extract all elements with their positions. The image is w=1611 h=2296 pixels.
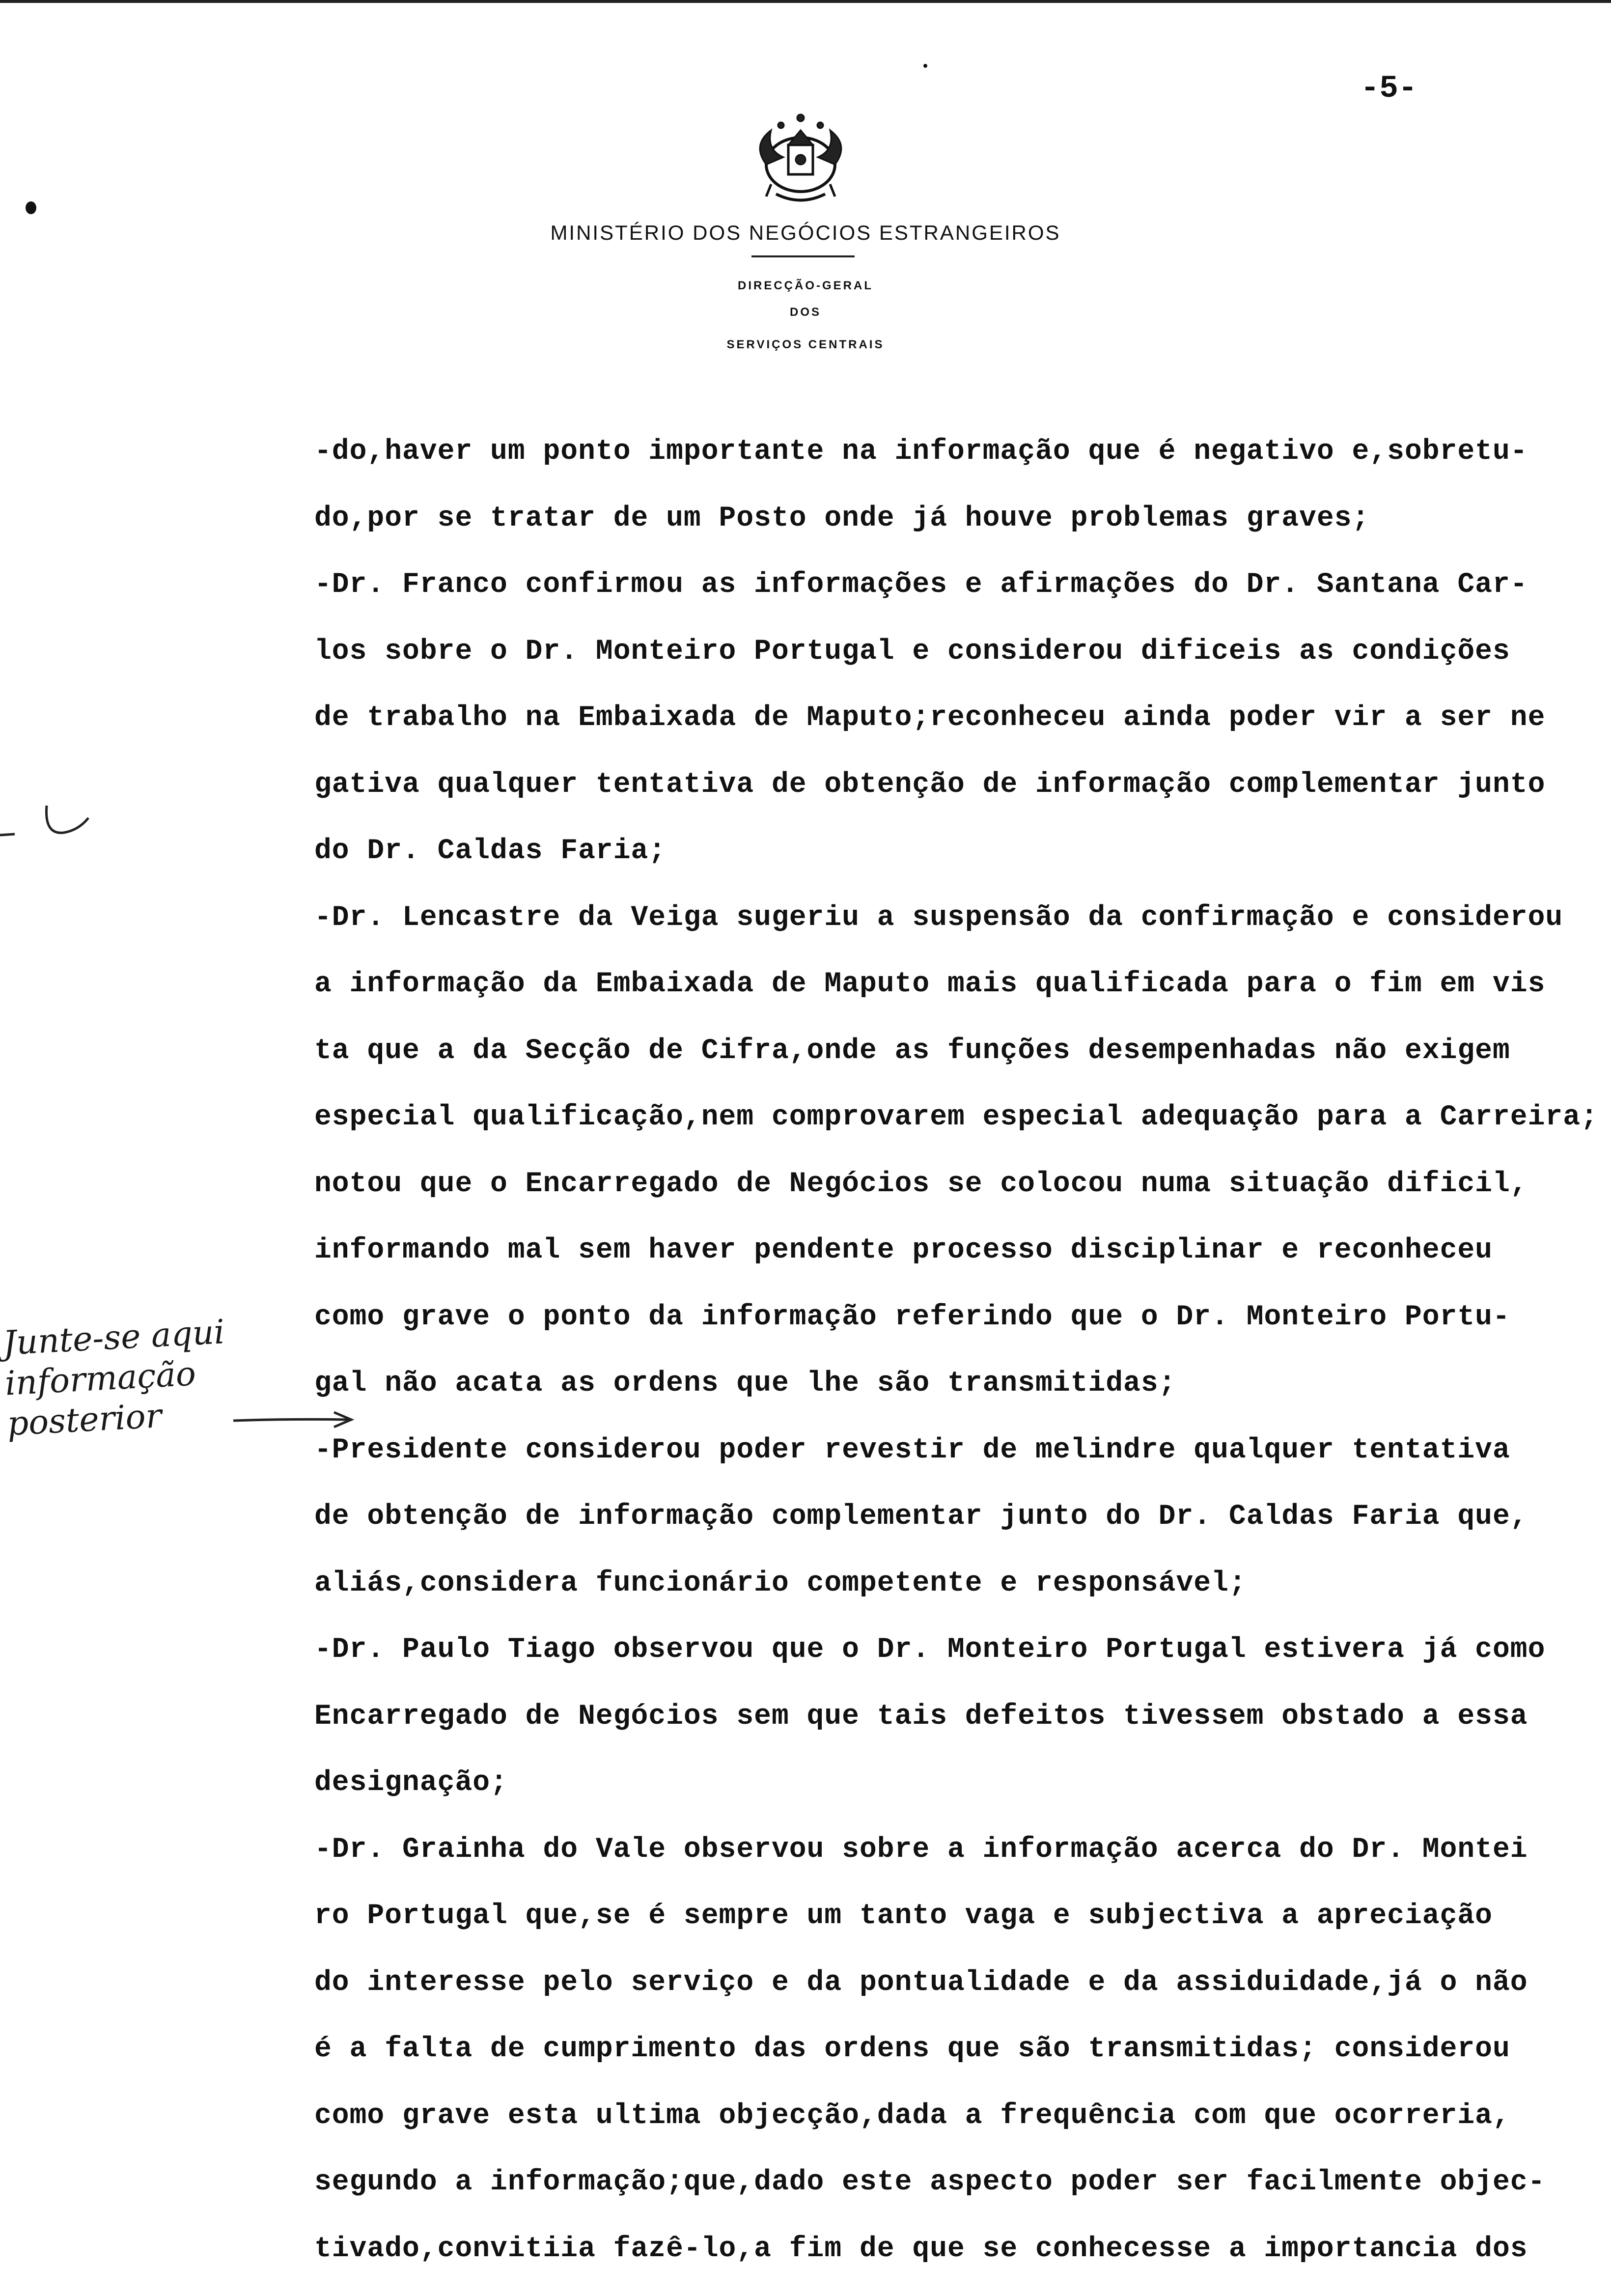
body-line: do interesse pelo serviço e da pontualidade e da assiduidade,já o não (314, 1963, 1601, 2030)
margin-note-line: informação (4, 1349, 281, 1404)
body-line: é a falta de cumprimento das ordens que são transmitidas; considerou (314, 2030, 1601, 2097)
body-line: aliás,considera funcionário competente e responsável; (314, 1564, 1601, 1631)
body-line: informando mal sem haver pendente processo disciplinar e reconheceu (314, 1231, 1601, 1298)
body-line: ta que a da Secção de Cifra,onde as funções desempenhadas não exigem (314, 1032, 1601, 1098)
body-line: a informação da Embaixada de Maputo mais qualificada para o fim em vis (314, 965, 1601, 1032)
body-line: notou que o Encarregado de Negócios se colocou numa situação dificil, (314, 1165, 1601, 1232)
coat-of-arms-emblem-icon (737, 111, 864, 209)
department-line-2: DOS (0, 306, 1611, 319)
ministry-title: MINISTÉRIO DOS NEGÓCIOS ESTRANGEIROS (0, 221, 1611, 245)
body-line: -Dr. Franco confirmou as informações e afirmações do Dr. Santana Car- (314, 565, 1601, 632)
body-line: ro Portugal que,se é sempre um tanto vaga e subjectiva a apreciação (314, 1897, 1601, 1963)
body-line: -Dr. Grainha do Vale observou sobre a informação acerca do Dr. Montei (314, 1830, 1601, 1897)
page-number: -5- (1361, 71, 1417, 107)
body-line: gativa qualquer tentativa de obtenção de informação complementar junto (314, 765, 1601, 832)
handwritten-arrow-icon (231, 1410, 359, 1429)
department-line-3: SERVIÇOS CENTRAIS (0, 338, 1611, 352)
body-line: gal não acata as ordens que lhe são transmitidas; (314, 1364, 1601, 1431)
body-line: -Dr. Paulo Tiago observou que o Dr. Monteiro Portugal estivera já como (314, 1630, 1601, 1697)
margin-dot (26, 201, 36, 214)
body-line: do Dr. Caldas Faria; (314, 832, 1601, 898)
letter-body (314, 432, 1601, 2296)
body-line: do,por se tratar de um Posto onde já houve problemas graves; (314, 499, 1601, 566)
body-line: los sobre o Dr. Monteiro Portugal e considerou dificeis as condições (314, 632, 1601, 699)
top-rule (0, 0, 1611, 3)
body-line: segundo a informação;que,dado este aspecto poder ser facilmente objec- (314, 2163, 1601, 2230)
margin-note-line: posterior (6, 1390, 283, 1444)
body-line: de obtenção de informação complementar junto do Dr. Caldas Faria que, (314, 1497, 1601, 1564)
margin-scribble-mark (0, 796, 98, 850)
body-line: -do,haver um ponto importante na informação que é negativo e,sobretu- (314, 432, 1601, 499)
body-line: como grave o ponto da informação referindo que o Dr. Monteiro Portu- (314, 1298, 1601, 1365)
department-line-1: DIRECÇÃO-GERAL (0, 279, 1611, 293)
body-line: -Dr. Lencastre da Veiga sugeriu a suspensão da confirmação e considerou (314, 898, 1601, 965)
margin-note-line: Junte-se aqui (2, 1310, 279, 1364)
body-line: tivado,convitiia fazê-lo,a fim de que se conhecesse a importancia dos (314, 2230, 1601, 2296)
ministry-underline (751, 255, 855, 257)
margin-dot (923, 64, 927, 68)
body-line: Encarregado de Negócios sem que tais defeitos tivessem obstado a essa (314, 1697, 1601, 1764)
body-line: como grave esta ultima objecção,dada a frequência com que ocorreria, (314, 2097, 1601, 2163)
body-line: -Presidente considerou poder revestir de melindre qualquer tentativa (314, 1431, 1601, 1498)
body-line: de trabalho na Embaixada de Maputo;reconheceu ainda poder vir a ser ne (314, 699, 1601, 765)
body-line: especial qualificação,nem comprovarem especial adequação para a Carreira; (314, 1098, 1601, 1165)
body-line: designação; (314, 1764, 1601, 1830)
